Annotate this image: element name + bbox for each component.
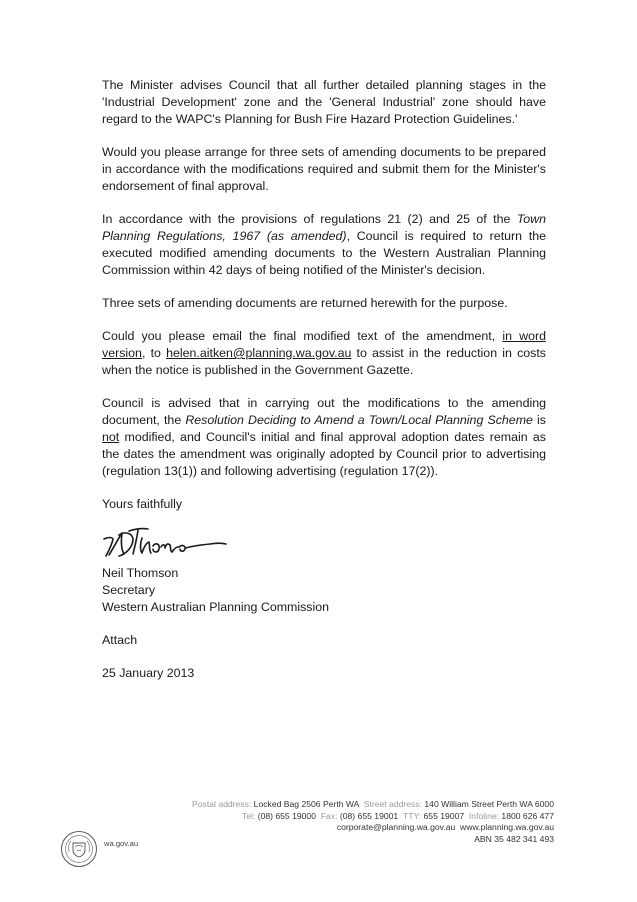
fax-label: Fax:: [320, 810, 338, 821]
footer-contact: [170, 799, 554, 845]
footer-web-line: [170, 822, 554, 834]
signatory-organisation: Western Australian Planning Commission: [102, 600, 330, 614]
regulations-title: Town Planning Regulations, 1967 (as amended): [102, 212, 546, 243]
fax-number: (08) 655 19001: [339, 810, 399, 821]
tel-label: Tel:: [241, 810, 256, 821]
resolution-title: Resolution Deciding to Amend a Town/Local Planning Scheme: [185, 413, 533, 427]
street-address: 140 William Street Perth WA 6000: [424, 799, 554, 809]
footer-phone-line: [170, 811, 554, 823]
email-text-pre: Could you please email the final modified text of the amendment,: [102, 329, 503, 343]
postal-label: Postal address:: [192, 799, 252, 809]
paragraph-resolution: [102, 395, 546, 480]
footer-abn: ABN 35 482 341 493: [474, 833, 554, 844]
paragraph-regulations: [102, 211, 546, 279]
resolution-not: not: [102, 430, 120, 444]
email-text-post: to assist in the reduction in costs when the notice is published in the Government Gazette.: [102, 346, 546, 377]
signatory-title: Secretary: [102, 583, 156, 597]
footer-address-line: [170, 799, 554, 811]
letter-date: 25 January 2013: [102, 666, 195, 680]
paragraph-arrange-documents: Would you please arrange for three sets of amending documents to be prepared in accordance with the modifications required and submit them for the Minister's endorsement of final approval.: [102, 145, 546, 193]
resolution-text-post: modified, and Council's initial and final approval adoption dates remain as the dates the amendment was originally adopted by Council prior to advertising (regulation 13(1)) and following advertising (regulation 17(2)).: [102, 430, 546, 478]
wagov-link[interactable]: wa.gov.au: [104, 839, 139, 848]
tel-number: (08) 655 19000: [257, 810, 316, 821]
handwritten-signature: [102, 525, 232, 559]
government-crest-icon: [60, 830, 98, 868]
resolution-text-mid: is: [532, 413, 546, 427]
signatory-name: Neil Thomson: [102, 566, 179, 580]
infoline-label: Infoline:: [468, 810, 500, 821]
tty-number: 655 19007: [423, 810, 465, 821]
footer-website[interactable]: www.planning.wa.gov.au: [460, 822, 554, 833]
closing: Yours faithfully: [102, 497, 183, 511]
attach-note: Attach: [102, 633, 138, 647]
email-link[interactable]: helen.aitken@planning.wa.gov.au: [166, 346, 352, 360]
signatory-block: [102, 565, 546, 616]
paragraph-email-request: [102, 328, 546, 379]
letter-body: [102, 77, 546, 698]
resolution-text-pre: Council is advised that in carrying out the modifications to the amending document, the: [102, 396, 546, 427]
street-label: Street address:: [363, 799, 422, 809]
footer-email[interactable]: corporate@planning.wa.gov.au: [336, 822, 456, 833]
tty-label: TTY:: [402, 810, 422, 821]
email-text-mid: , to: [141, 346, 167, 360]
postal-address: Locked Bag 2506 Perth WA: [253, 799, 359, 809]
infoline-number: 1800 626 477: [501, 810, 554, 821]
regulations-text-post: , Council is required to return the executed modified amending documents to the Western Australian Planning Commission within 42 days of being notified of the Minister's decision.: [102, 229, 546, 277]
regulations-text-pre: In accordance with the provisions of regulations 21 (2) and 25 of the: [102, 212, 517, 226]
paragraph-returned: Three sets of amending documents are returned herewith for the purpose.: [102, 296, 508, 310]
paragraph-bushfire: The Minister advises Council that all further detailed planning stages in the 'Industrial Development' zone and the 'General Industrial' zone should have regard to the WAPC's Planning for Bush Fire Hazard Protection Guidelines.': [102, 78, 546, 126]
word-version-note: in word version: [102, 329, 546, 360]
